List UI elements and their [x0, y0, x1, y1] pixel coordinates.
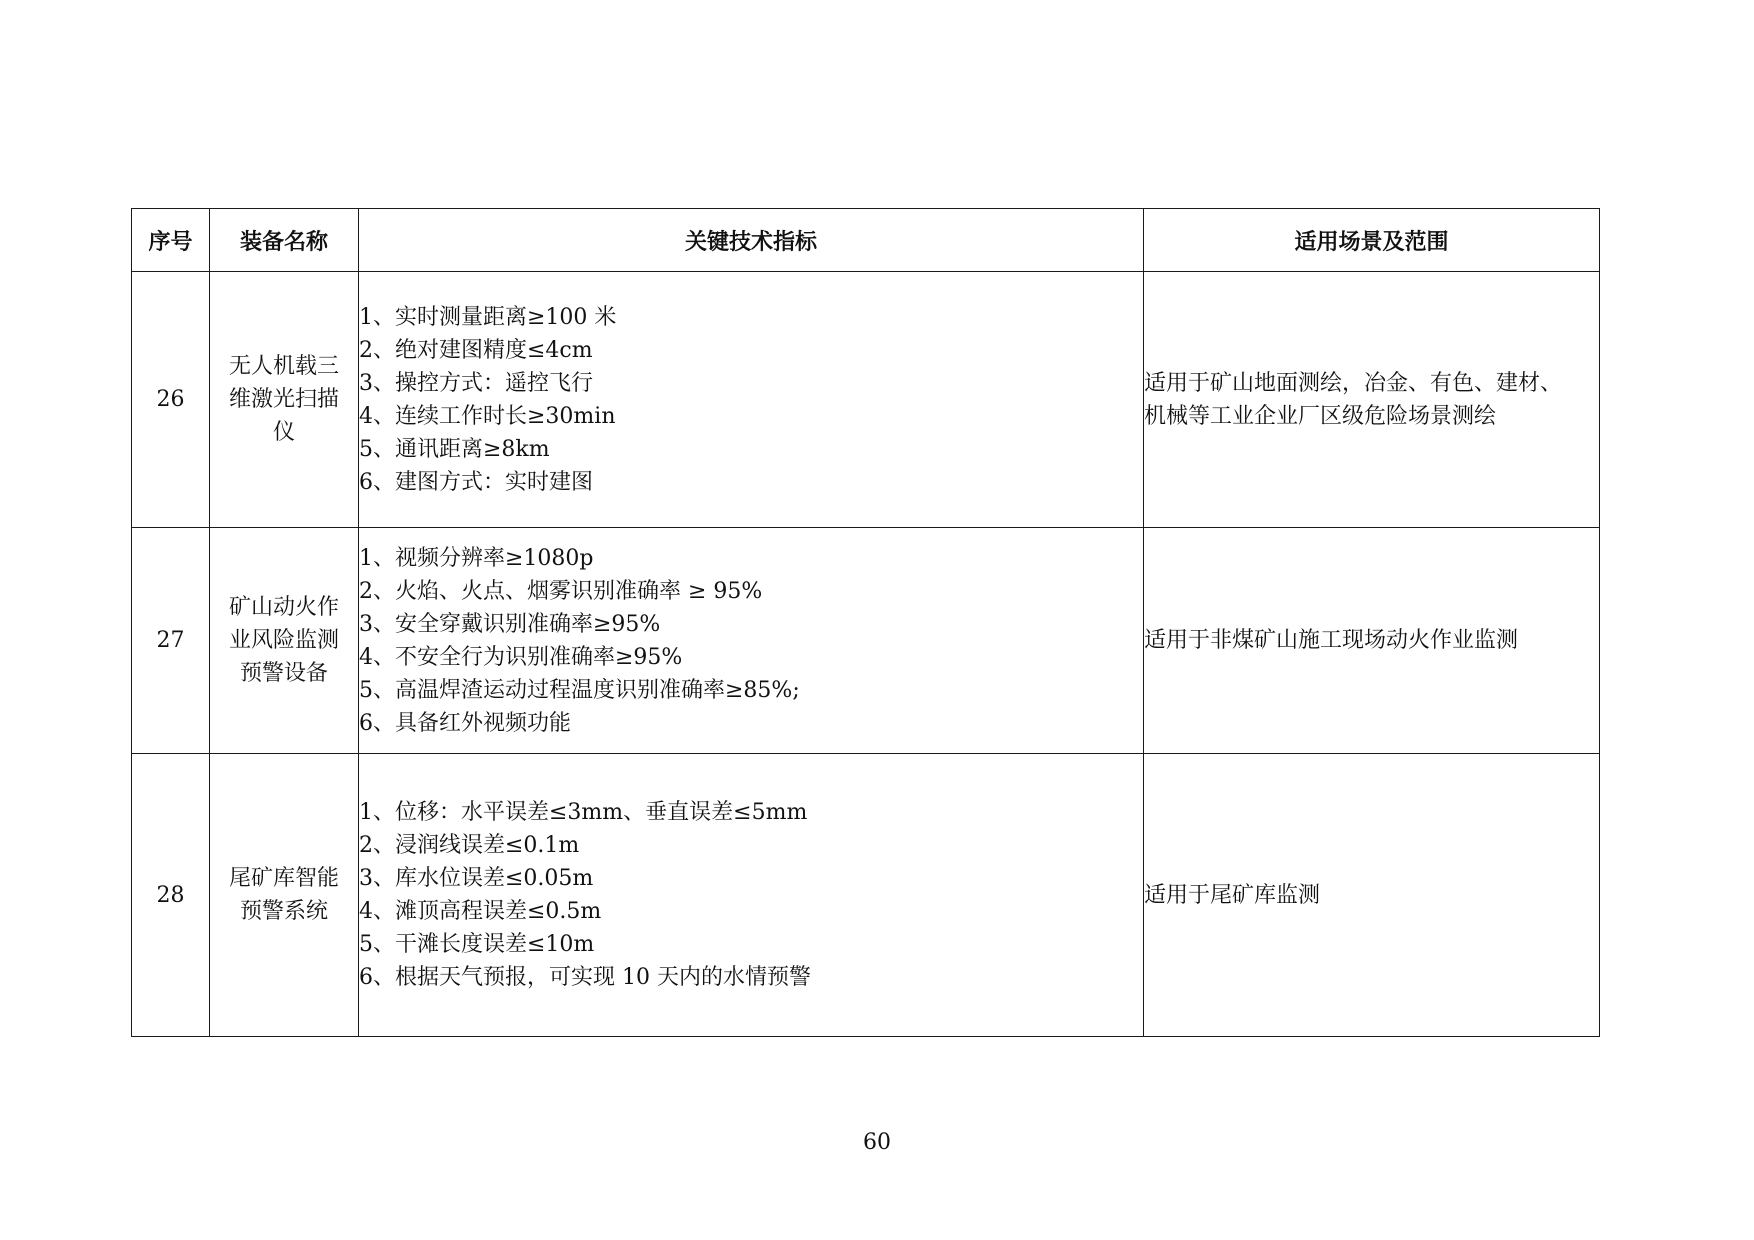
header-key-specs: 关键技术指标: [359, 209, 1144, 272]
table-row: [132, 754, 1600, 1037]
spec-item: 5、通讯距离≥8km: [359, 436, 550, 462]
spec-item: 2、火焰、火点、烟雾识别准确率 ≥ 95%: [359, 578, 763, 604]
spec-item: 4、滩顶高程误差≤0.5m: [359, 899, 602, 924]
row-scope: [1144, 754, 1600, 1037]
row-equipment-name: [210, 272, 359, 528]
name-line: 维激光扫描: [228, 387, 339, 412]
row-key-specs: [359, 754, 1144, 1037]
row-key-specs: [359, 528, 1144, 754]
spec-item: 6、具备红外视频功能: [359, 710, 571, 736]
row-seq: 26: [132, 272, 210, 528]
spec-item: 5、干滩长度误差≤10m: [359, 932, 595, 957]
name-line: 仪: [272, 420, 295, 445]
equipment-table: [131, 208, 1600, 1037]
spec-item: 3、操控方式：遥控飞行: [359, 370, 593, 396]
spec-item: 6、建图方式：实时建图: [359, 469, 593, 495]
name-line: 业风险监测: [228, 628, 339, 653]
table-row: [132, 528, 1600, 754]
scope-line: 适用于非煤矿山施工现场动火作业监测: [1144, 628, 1519, 653]
row-scope: [1144, 528, 1600, 754]
spec-item: 4、不安全行为识别准确率≥95%: [359, 644, 683, 670]
spec-item: 2、浸润线误差≤0.1m: [359, 833, 580, 858]
row-equipment-name: [210, 754, 359, 1037]
page-number: 60: [863, 1130, 891, 1155]
header-scope: 适用场景及范围: [1144, 209, 1600, 272]
name-line: 无人机载三: [228, 354, 339, 379]
name-line: 矿山动火作: [228, 595, 339, 620]
row-key-specs: [359, 272, 1144, 528]
scope-line: 适用于矿山地面测绘，冶金、有色、建材、: [1144, 370, 1563, 396]
row-equipment-name: [210, 528, 359, 754]
spec-item: 1、位移：水平误差≤3mm、垂直误差≤5mm: [359, 800, 808, 825]
spec-item: 1、实时测量距离≥100 米: [359, 304, 617, 330]
spec-item: 3、安全穿戴识别准确率≥95%: [359, 611, 661, 637]
spec-item: 6、根据天气预报，可实现 10 天内的水情预警: [359, 965, 811, 990]
scope-line: 机械等工业企业厂区级危险场景测绘: [1144, 403, 1497, 429]
spec-item: 4、连续工作时长≥30min: [359, 403, 616, 429]
spec-item: 5、高温焊渣运动过程温度识别准确率≥85%;: [359, 677, 800, 703]
scope-line: 适用于尾矿库监测: [1144, 882, 1321, 908]
table-row: [132, 272, 1600, 528]
row-seq: 28: [132, 754, 210, 1037]
name-line: 尾矿库智能: [228, 866, 339, 891]
spec-item: 1、视频分辨率≥1080p: [359, 545, 594, 571]
spec-item: 2、绝对建图精度≤4cm: [359, 337, 593, 363]
header-seq: 序号: [132, 209, 210, 272]
spec-item: 3、库水位误差≤0.05m: [359, 866, 594, 891]
name-line: 预警设备: [239, 661, 328, 686]
table-header-row: [132, 209, 1600, 272]
name-line: 预警系统: [239, 899, 328, 924]
header-equipment-name: 装备名称: [210, 209, 359, 272]
row-seq: 27: [132, 528, 210, 754]
row-scope: [1144, 272, 1600, 528]
